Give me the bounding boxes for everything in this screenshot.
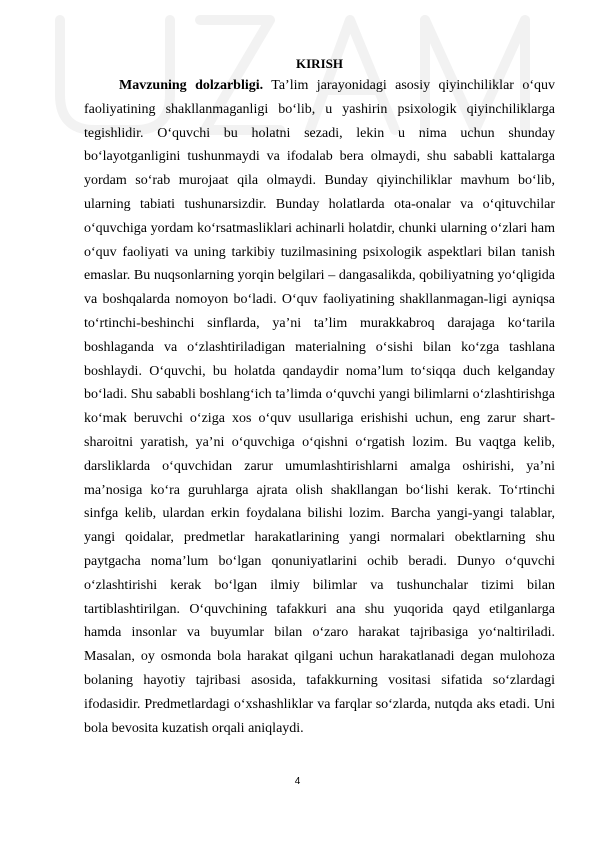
section-heading: KIRISH xyxy=(296,56,343,71)
body-paragraph xyxy=(84,74,555,740)
document-page xyxy=(84,56,555,740)
page-number: 4 xyxy=(294,776,301,787)
paragraph-text: Ta’lim jarayonidagi asosiy qiyinchiliklar o‘quv faoliyatining shakllanmaganligi bo‘lib, u yashirin psixologik qiyinchiliklarga tegishlidir. O‘quvchi bu holatni sezadi, lekin u nima uchun shunday bo‘layotganligini tushunmaydi va ifodalab bera olmaydi, shu sababli kattalarga yordam so‘rab murojaat qila olmaydi. Bunday qiyinchiliklar mavhum bo‘lib, ularning tabiati tushunarsizdir. Bunday holatlarda ota-onalar va o‘qituvchilar o‘quvchiga yordam ko‘rsatmasliklari achinarli holatdir, chunki ularning o‘zlari ham o‘quv faoliyati va uning tarkibiy tuzilmasining psixologik aspektlari bilan tanish emaslar. Bu nuqsonlarning yorqin belgilari – dangasalikda, qobiliyatning yo‘qligida va boshqalarda nomoyon bo‘ladi. O‘quv faoliyatining shakllanmagan-ligi ayniqsa to‘rtinchi-beshinchi sinflarda, ya’ni ta’lim murakkabroq darajaga ko‘tarila boshlaganda va o‘zlashtiriladigan materialning o‘sishi bilan ko‘zga tashlana boshlaydi. O‘quvchi, bu holatda qandaydir noma’lum to‘siqqa duch kelganday bo‘ladi. Shu sababli boshlang‘ich ta’limda o‘quvchi yangi bilimlarni o‘zlashtirishga ko‘mak beruvchi o‘ziga xos o‘quv usullariga erishishi uchun, eng zarur shart-sharoitni yaratish, ya’ni o‘quvchiga o‘qishni o‘rgatish lozim. Bu vaqtga kelib, darsliklarda o‘quvchidan zarur umumlashtirishlarni amalga oshirishi, ya’ni ma’nosiga ko‘ra guruhlarga ajrata olish shakllangan bo‘lishi kerak. To‘rtinchi sinfga kelib, ulardan erkin foydalana bilishi lozim. Barcha yangi-yangi talablar, yangi qoidalar, predmetlar harakatlarining yangi normalari obektlarning shu paytgacha noma’lum bo‘lgan qonuniyatlarini ochib beradi. Dunyo o‘quvchi o‘zlashtirishi kerak bo‘lgan ilmiy bilimlar va tushunchalar tizimi bilan tartiblashtirilgan. O‘quvchining tafakkuri ana shu yuqorida qayd etilganlarga hamda insonlar va buyumlar bilan o‘zaro harakat tajribasiga yo‘naltiriladi. Masalan, oy osmonda bola harakat qilgani uchun harakatlanadi degan mulohoza bolaning hayotiy tajribasi asosida, tafakkurning vositasi sifatida so‘zlardagi ifodasidir. Predmetlardagi o‘xshashliklar va farqlar so‘zlarda, nutqda aks etadi. Uni bola bevosita kuzatish orqali aniqlaydi. xyxy=(84,78,555,736)
lead-phrase: Mavzuning dolzarbligi. xyxy=(119,78,264,93)
